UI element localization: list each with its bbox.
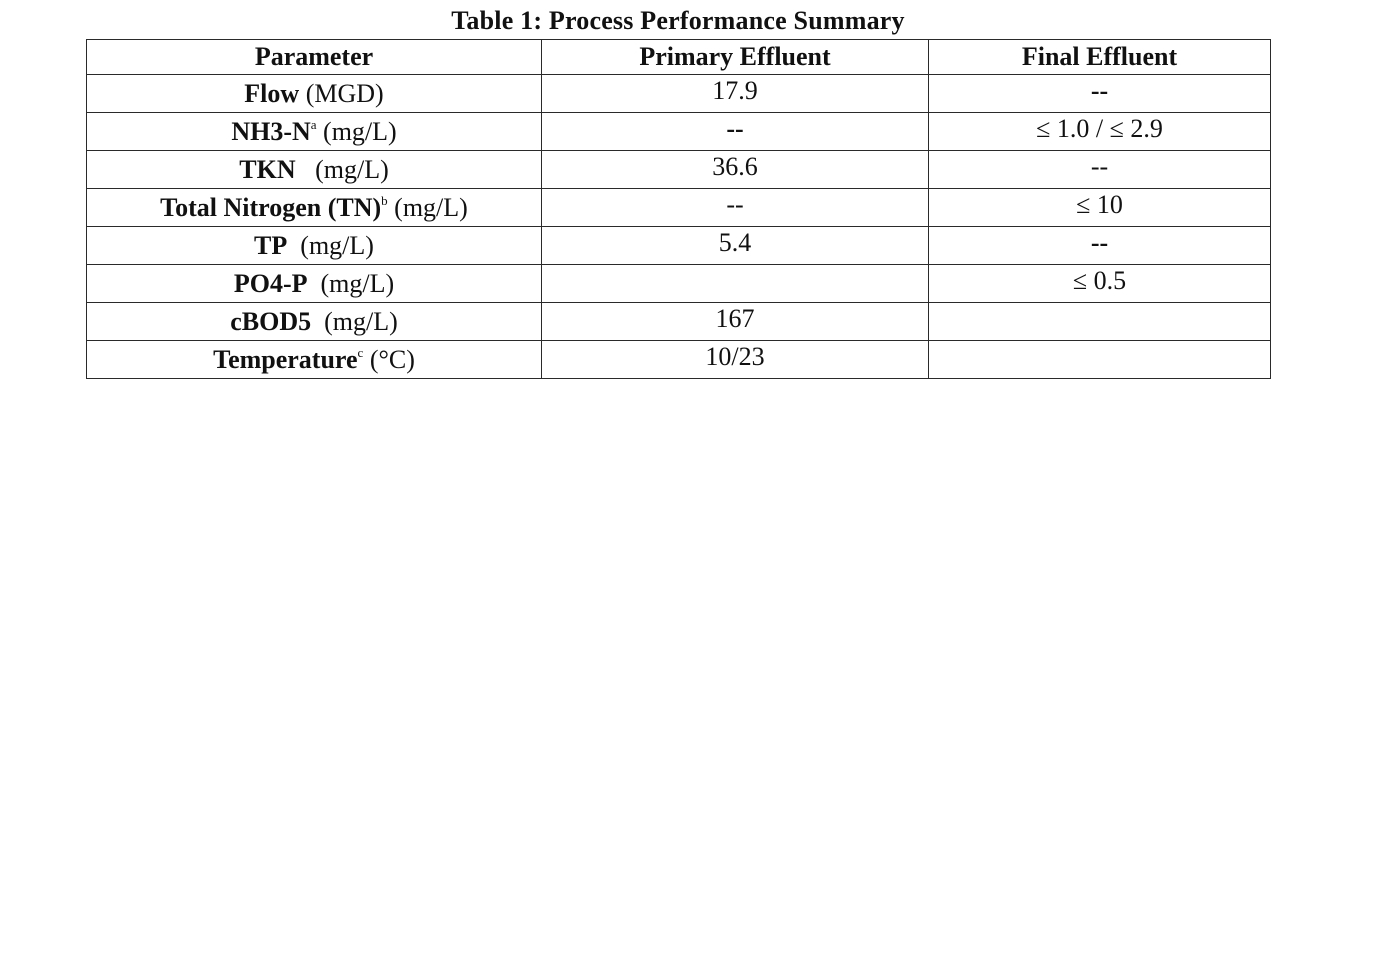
parameter-cell [87,265,542,303]
table-row [87,151,1271,189]
parameter-unit: (mg/L) [316,116,397,146]
final-effluent-cell: ≤ 1.0 / ≤ 2.9 [929,113,1271,151]
parameter-name: TKN [239,154,296,184]
table-title: Table 1: Process Performance Summary [451,6,905,35]
primary-effluent-cell: 17.9 [542,75,929,113]
parameter-name: PO4-P [233,268,308,298]
table-row [87,265,1271,303]
parameter-cell [87,303,542,341]
primary-effluent-cell: 10/23 [542,341,929,379]
primary-effluent-cell [542,265,929,303]
parameter-cell [87,189,542,227]
header-final-effluent: Final Effluent [929,40,1271,75]
header-parameter: Parameter [87,40,542,75]
parameter-unit: (mg/L) [295,154,389,184]
parameter-name: Total Nitrogen (TN) [160,192,382,222]
parameter-unit: (mg/L) [307,268,395,298]
parameter-name: NH3-N [231,116,311,146]
parameter-cell [87,75,542,113]
table-row [87,113,1271,151]
parameter-unit: (mg/L) [287,230,374,260]
parameter-cell [87,227,542,265]
parameter-unit: (MGD) [299,78,384,108]
table-row [87,75,1271,113]
parameter-unit: (mg/L) [311,306,398,336]
header-row [87,40,1271,75]
table-row [87,189,1271,227]
primary-effluent-cell: 5.4 [542,227,929,265]
parameter-name: Temperature [213,344,358,374]
parameter-unit: (°C) [363,344,415,374]
primary-effluent-cell: 36.6 [542,151,929,189]
performance-table [86,39,1271,379]
parameter-cell [87,341,542,379]
final-effluent-cell: -- [929,151,1271,189]
footnote-marker: a [310,116,317,132]
table-row [87,341,1271,379]
footnote-marker: c [357,344,364,360]
primary-effluent-cell: -- [542,113,929,151]
table-row [87,227,1271,265]
parameter-cell [87,151,542,189]
primary-effluent-cell: -- [542,189,929,227]
parameter-name: TP [254,230,288,260]
parameter-name: Flow [244,78,300,108]
footnote-marker: b [381,192,388,208]
parameter-cell [87,113,542,151]
final-effluent-cell: ≤ 10 [929,189,1271,227]
primary-effluent-cell: 167 [542,303,929,341]
final-effluent-cell [929,303,1271,341]
final-effluent-cell: -- [929,227,1271,265]
table-row [87,303,1271,341]
parameter-unit: (mg/L) [387,192,468,222]
parameter-name: cBOD5 [230,306,312,336]
header-primary-effluent: Primary Effluent [542,40,929,75]
final-effluent-cell: ≤ 0.5 [929,265,1271,303]
final-effluent-cell: -- [929,75,1271,113]
final-effluent-cell [929,341,1271,379]
